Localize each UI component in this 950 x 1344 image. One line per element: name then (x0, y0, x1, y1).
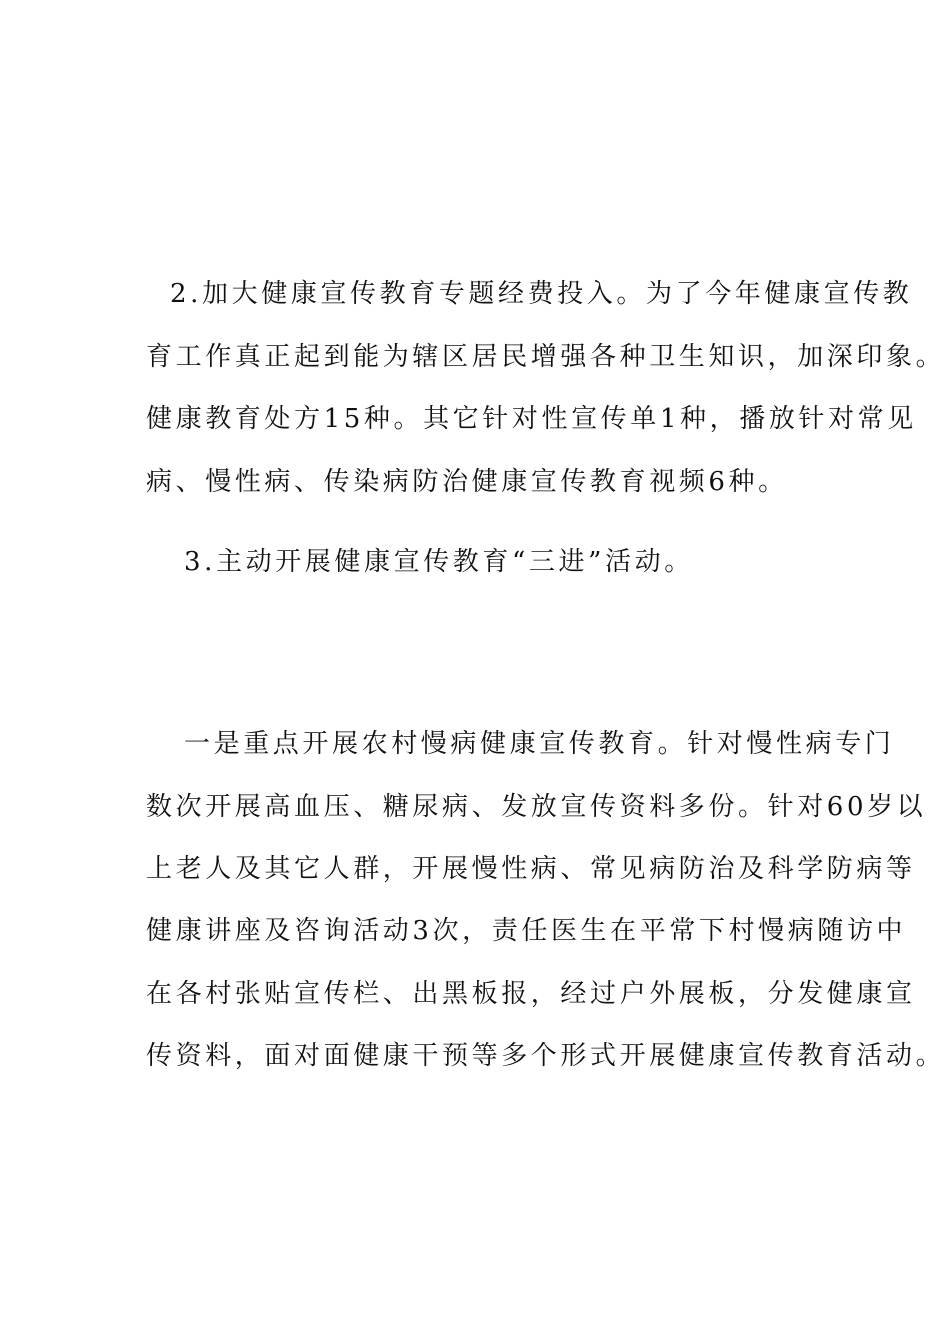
paragraph-yi-line-4: 健康讲座及咨询活动3次，责任医生在平常下村慢病随访中 (146, 916, 907, 946)
paragraph-3-heading: 3.主动开展健康宣传教育“三进”活动。 (184, 547, 694, 577)
paragraph-yi-line-2: 数次开展高血压、糖尿病、发放宣传资料多份。针对60岁以 (146, 792, 927, 822)
paragraph-2-line-4: 病、慢性病、传染病防治健康宣传教育视频6种。 (146, 467, 788, 497)
paragraph-yi-line-5: 在各村张贴宣传栏、出黑板报，经过户外展板，分发健康宣 (146, 979, 916, 1009)
paragraph-2-line-2: 育工作真正起到能为辖区居民增强各种卫生知识，加深印象。 (146, 342, 946, 372)
paragraph-2-line-3: 健康教育处方15种。其它针对性宣传单1种，播放针对常见 (146, 404, 917, 434)
paragraph-yi-line-1: 一是重点开展农村慢病健康宣传教育。针对慢性病专门 (184, 729, 895, 759)
paragraph-2-line-1: 2.加大健康宣传教育专题经费投入。为了今年健康宣传教 (170, 279, 913, 309)
paragraph-yi-line-3: 上老人及其它人群，开展慢性病、常见病防治及科学防病等 (146, 854, 916, 884)
paragraph-yi-line-6: 传资料，面对面健康干预等多个形式开展健康宣传教育活动。 (146, 1041, 946, 1071)
